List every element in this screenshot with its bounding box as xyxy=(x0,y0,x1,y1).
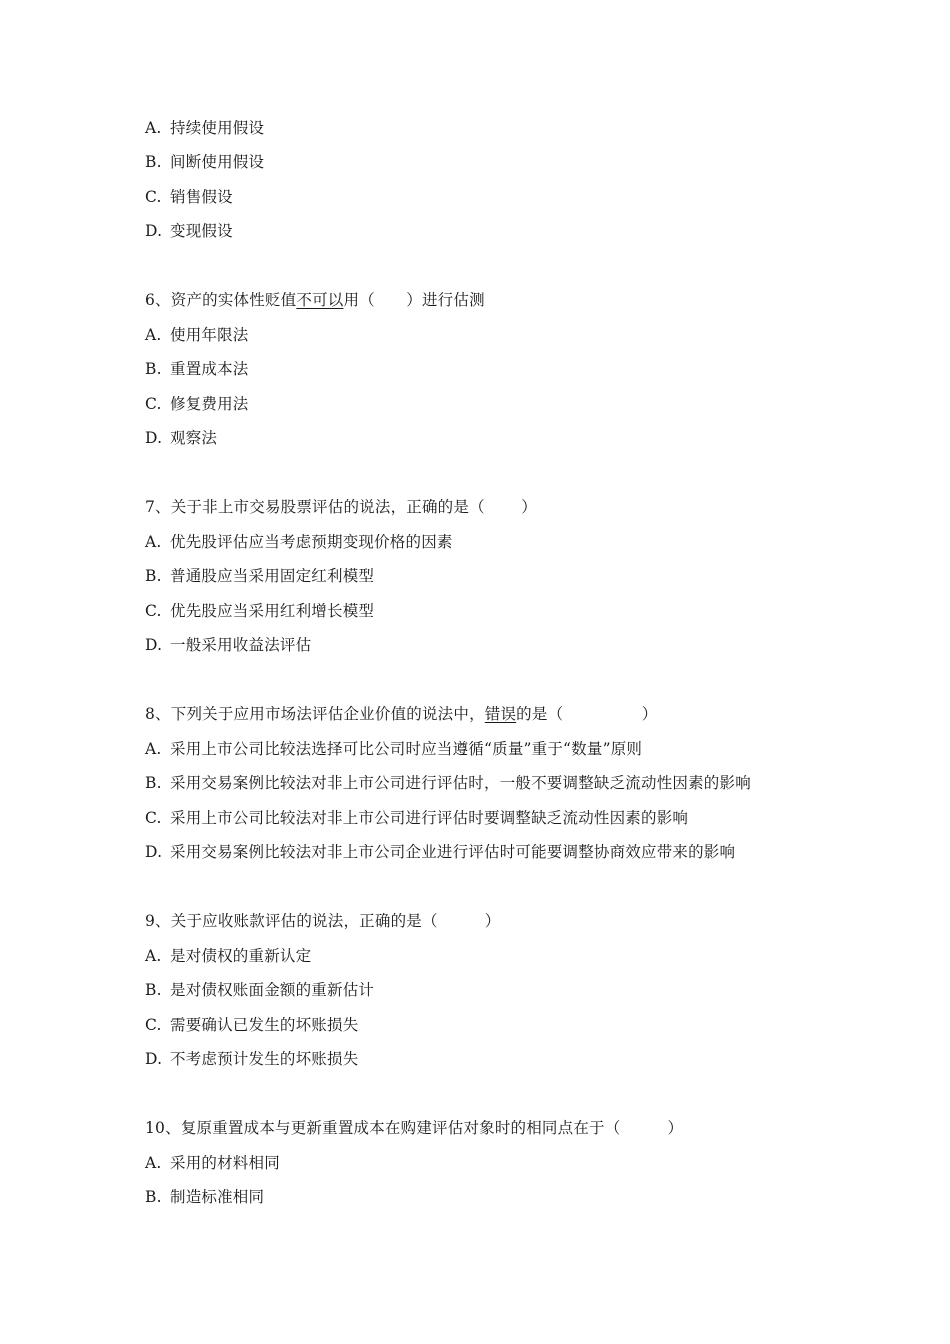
q6-option-c: C. 修复费用法 xyxy=(145,395,249,413)
q8-option-b: B. 采用交易案例比较法对非上市公司进行评估时，一般不要调整缺乏流动性因素的影响 xyxy=(145,774,751,792)
q5-option-c: C. 销售假设 xyxy=(145,188,233,206)
q5-option-b: B. 间断使用假设 xyxy=(145,153,265,171)
q6-stem: 6、资产的实体性贬值不可以用（ ）进行估测 xyxy=(145,291,485,309)
q9-option-c: C. 需要确认已发生的坏账损失 xyxy=(145,1016,359,1034)
q10-option-a: A. 采用的材料相同 xyxy=(145,1154,280,1172)
q10-stem: 10、复原重置成本与更新重置成本在购建评估对象时的相同点在于（ ） xyxy=(145,1119,684,1137)
q6-option-a: A. 使用年限法 xyxy=(145,326,249,344)
q10-option-b: B. 制造标准相同 xyxy=(145,1188,265,1206)
q7-stem: 7、关于非上市交易股票评估的说法，正确的是（ ） xyxy=(145,498,537,516)
q7-option-c: C. 优先股应当采用红利增长模型 xyxy=(145,602,375,620)
q7-option-a: A. 优先股评估应当考虑预期变现价格的因素 xyxy=(145,533,453,551)
q8-option-d: D. 采用交易案例比较法对非上市公司企业进行评估时可能要调整协商效应带来的影响 xyxy=(145,843,736,861)
q9-option-d: D. 不考虑预计发生的坏账损失 xyxy=(145,1050,359,1068)
q9-stem: 9、关于应收账款评估的说法，正确的是（ ） xyxy=(145,912,501,930)
q7-option-b: B. 普通股应当采用固定红利模型 xyxy=(145,567,375,585)
q8-emphasis: 错误 xyxy=(484,705,517,723)
q8-stem: 8、下列关于应用市场法评估企业价值的说法中，错误的是（ ） xyxy=(145,705,658,723)
q9-option-a: A. 是对债权的重新认定 xyxy=(145,947,312,965)
q5-option-d: D. 变现假设 xyxy=(145,222,233,240)
q6-option-b: B. 重置成本法 xyxy=(145,360,249,378)
q7-option-d: D. 一般采用收益法评估 xyxy=(145,636,312,654)
q6-option-d: D. 观察法 xyxy=(145,429,218,447)
q8-option-a: A. 采用上市公司比较法选择可比公司时应当遵循“质量”重于“数量”原则 xyxy=(145,740,643,758)
q6-emphasis: 不可以 xyxy=(296,291,344,309)
q9-option-b: B. 是对债权账面金额的重新估计 xyxy=(145,981,375,999)
q5-option-a: A. 持续使用假设 xyxy=(145,119,265,137)
q8-option-c: C. 采用上市公司比较法对非上市公司进行评估时要调整缺乏流动性因素的影响 xyxy=(145,809,689,827)
